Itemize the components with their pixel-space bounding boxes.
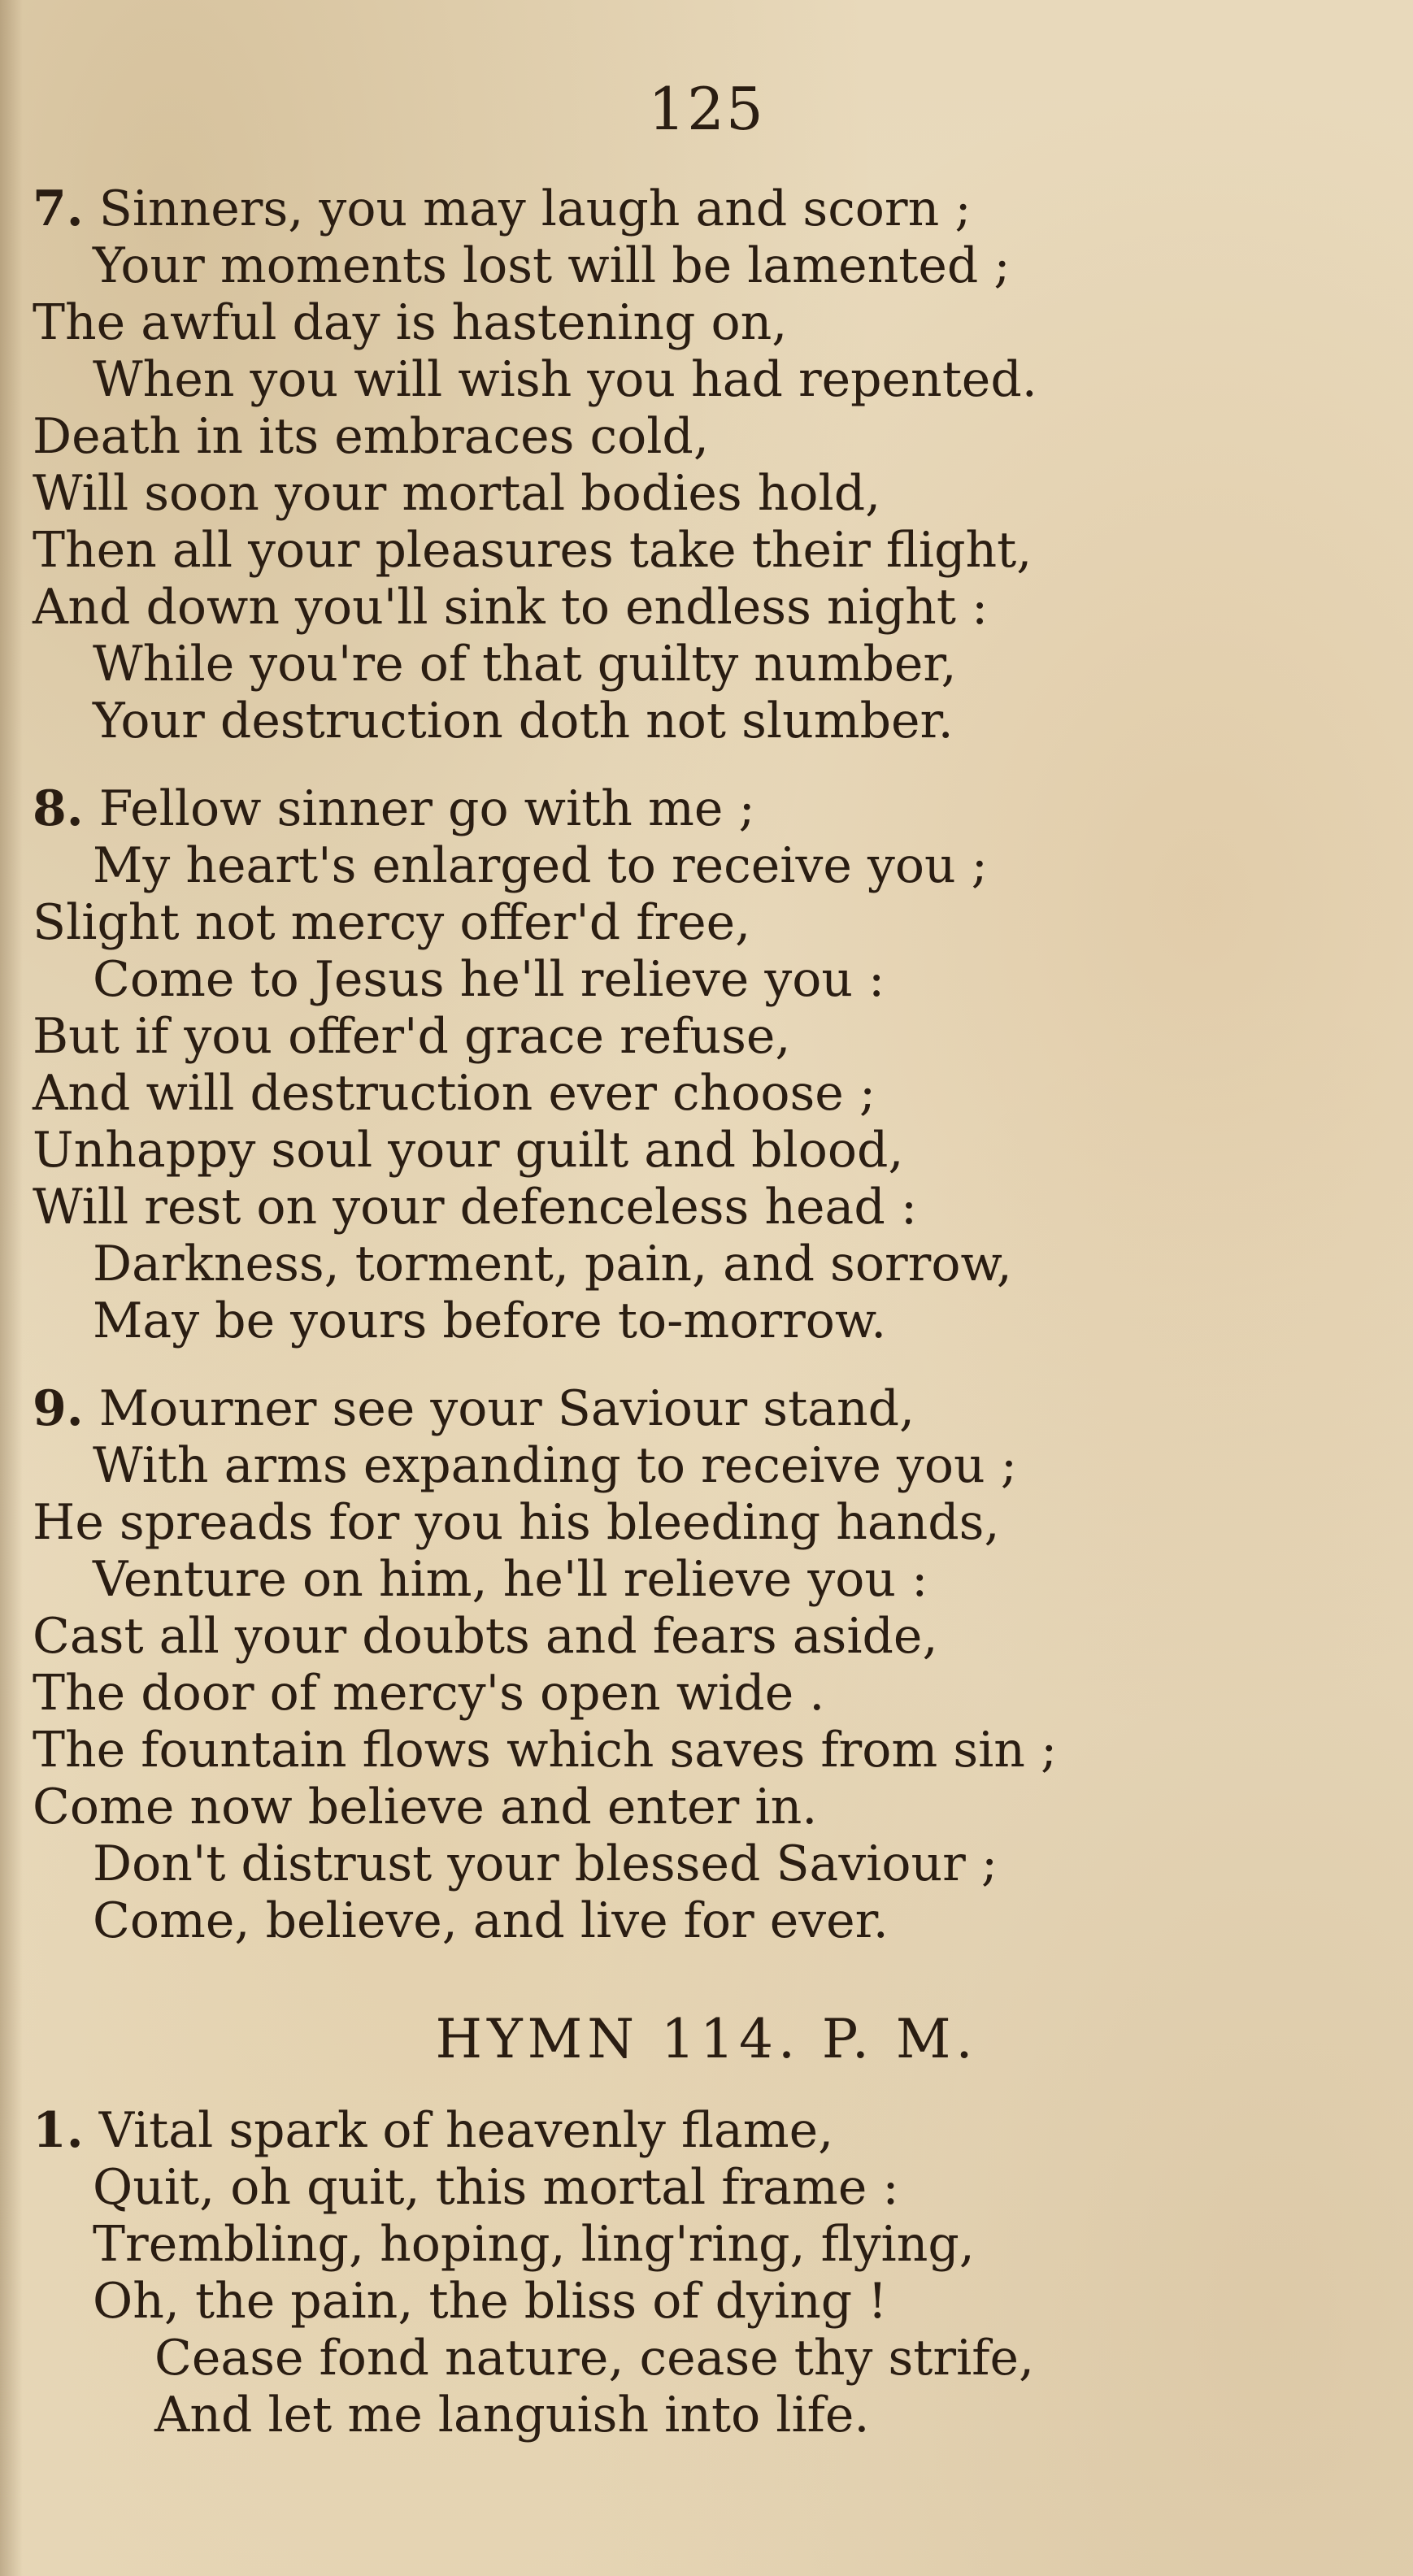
stanza-line: The door of mercy's open wide .	[33, 1665, 825, 1722]
stanza-line: And down you'll sink to endless night :	[33, 579, 989, 636]
stanza-line: Venture on him, he'll relieve you :	[93, 1551, 928, 1608]
stanza-line: 9. Mourner see your Saviour stand,	[33, 1380, 915, 1437]
stanza-line: Then all your pleasures take their flight,	[33, 522, 1033, 579]
stanza-line: The fountain flows which saves from sin ;	[33, 1722, 1058, 1779]
stanza-line: And let me languish into life.	[154, 2387, 870, 2444]
stanza-line: When you will wish you had repented.	[93, 351, 1037, 408]
hymn-title: HYMN 114. P. M.	[435, 2008, 978, 2070]
stanza-line: Will rest on your defenceless head :	[33, 1179, 918, 1236]
stanza-line: 7. Sinners, you may laugh and scorn ;	[33, 180, 972, 237]
stanza-line: Will soon your mortal bodies hold,	[33, 465, 881, 522]
stanza-8	[33, 780, 1382, 1349]
stanza-line: Come now believe and enter in.	[33, 1779, 818, 1835]
stanza-line: 8. Fellow sinner go with me ;	[33, 780, 755, 837]
stanza-line: Come to Jesus he'll relieve you :	[93, 951, 885, 1008]
stanza-line: My heart's enlarged to receive you ;	[93, 837, 988, 894]
stanza-number: 9.	[33, 1380, 84, 1437]
stanza-line: And will destruction ever choose ;	[33, 1065, 876, 1122]
stanza-line: While you're of that guilty number,	[93, 636, 957, 693]
stanza-number: 7.	[33, 180, 84, 237]
stanza-line: But if you offer'd grace refuse,	[33, 1008, 791, 1065]
stanza-7	[33, 180, 1382, 749]
stanza-line: Quit, oh quit, this mortal frame :	[93, 2159, 899, 2216]
stanza-number: 1.	[33, 2102, 84, 2159]
stanza-line: Death in its embraces cold,	[33, 408, 709, 465]
stanza-line: Oh, the pain, the bliss of dying !	[93, 2273, 888, 2330]
stanza-9	[33, 1380, 1382, 1949]
stanza-line: Trembling, hoping, ling'ring, flying,	[93, 2216, 975, 2273]
page-number: 125	[648, 75, 765, 143]
stanza-number: 8.	[33, 780, 84, 837]
stanza-line: Darkness, torment, pain, and sorrow,	[93, 1236, 1012, 1292]
stanza-line: With arms expanding to receive you ;	[93, 1437, 1017, 1494]
stanza-line: Unhappy soul your guilt and blood,	[33, 1122, 904, 1179]
stanza-line: The awful day is hastening on,	[33, 294, 788, 351]
spine-shadow	[0, 0, 23, 2576]
stanza-line: May be yours before to-morrow.	[93, 1292, 887, 1349]
stanza-line: Your destruction doth not slumber.	[93, 693, 954, 749]
stanza-line: Cast all your doubts and fears aside,	[33, 1608, 938, 1665]
hymn-stanza-1	[33, 2102, 1382, 2444]
stanza-line: He spreads for you his bleeding hands,	[33, 1494, 1000, 1551]
stanza-line: 1. Vital spark of heavenly flame,	[33, 2102, 834, 2159]
stanza-line: Slight not mercy offer'd free,	[33, 894, 751, 951]
stanza-line: Cease fond nature, cease thy strife,	[154, 2330, 1035, 2387]
stanza-line: Come, believe, and live for ever.	[93, 1892, 889, 1949]
stanza-line: Your moments lost will be lamented ;	[93, 237, 1011, 294]
stanza-line: Don't distrust your blessed Saviour ;	[93, 1835, 998, 1892]
